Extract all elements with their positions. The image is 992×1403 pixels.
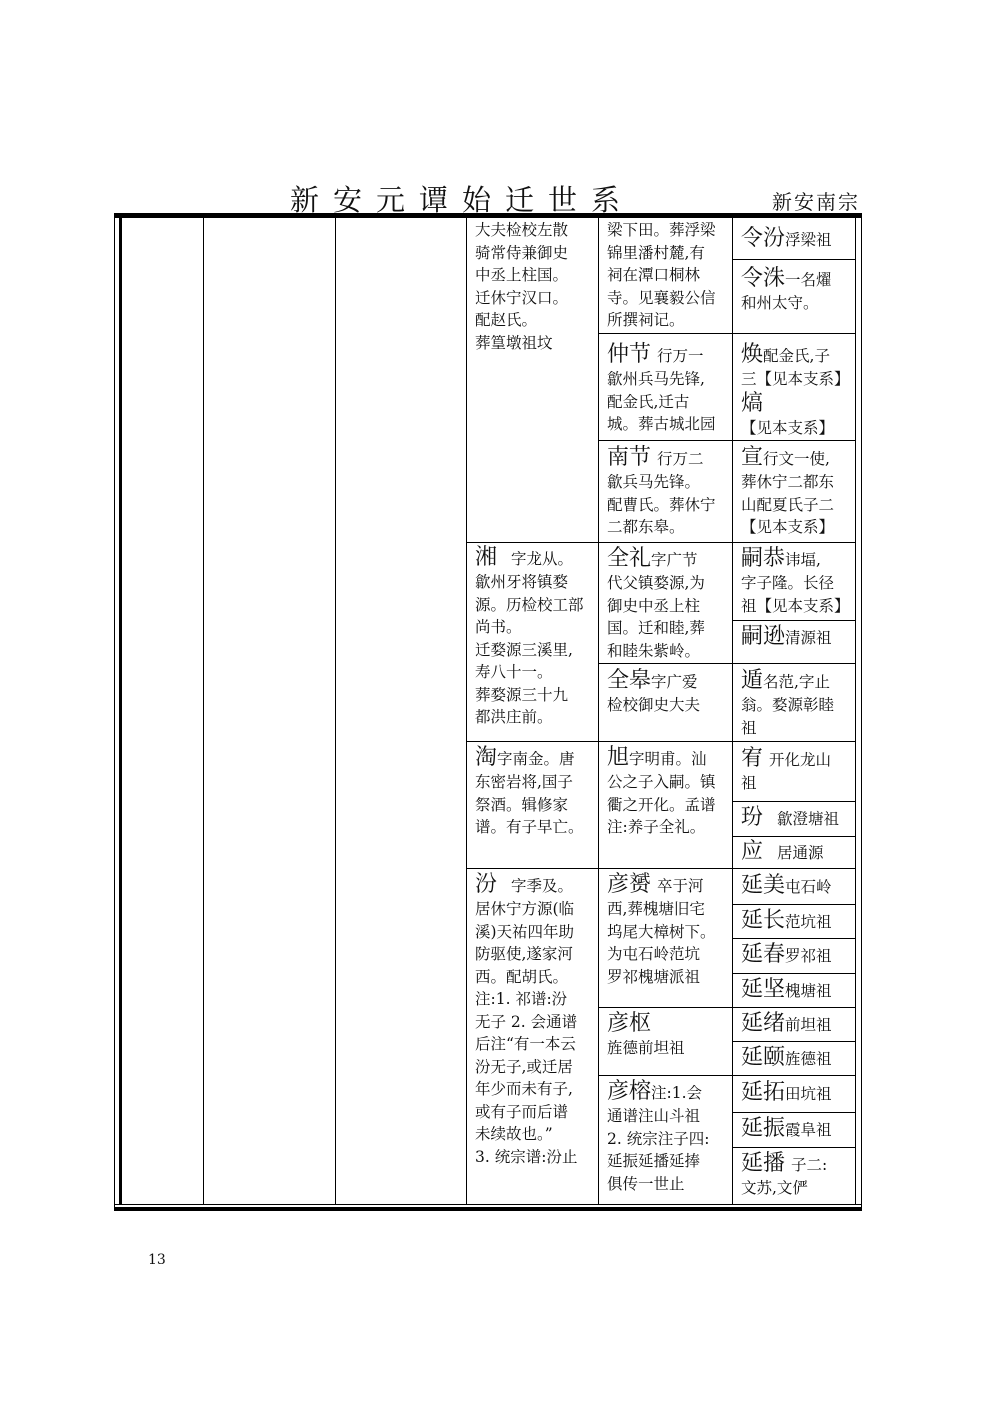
table-left-bar	[119, 218, 122, 1205]
table-bottom-line	[114, 1204, 862, 1205]
person-name: 嗣恭	[741, 546, 786, 571]
person-name: 延美	[741, 873, 786, 898]
column-divider-6	[855, 218, 856, 1205]
row-divider	[732, 836, 855, 837]
row-divider	[466, 542, 598, 543]
column-divider-2	[335, 218, 336, 1205]
column-divider-5	[732, 218, 733, 1205]
page-title: 新安元谭始迁世系	[290, 183, 635, 217]
entry-quangao: 全皋字广爱 检校御史大夫	[607, 668, 701, 714]
person-name: 熇	[741, 390, 764, 416]
column-divider-3	[466, 218, 467, 1205]
row-divider	[598, 542, 732, 543]
page-number: 13	[148, 1252, 166, 1268]
entry-fen2: 玢 歙澄塘祖	[741, 805, 840, 830]
person-name: 焕	[741, 342, 764, 367]
entry-xuan: 宣行文一使, 葬休宁二都东 山配夏氏子二 【见本支系】	[741, 445, 835, 536]
entry-col5-continued: 梁下田。葬浮梁 锦里潘村麓,有 祠在潭口桐林 寺。见襄毅公信 所撰祠记。	[607, 221, 716, 329]
entry-yanyi: 延颐旌德祖	[741, 1045, 832, 1070]
entry-lingzhu: 令洙一名燿 和州太守。	[741, 266, 832, 312]
row-divider	[732, 542, 855, 543]
row-divider	[598, 333, 732, 334]
person-name: 应	[741, 839, 764, 864]
entry-yanzhen: 延振霞阜祖	[741, 1116, 832, 1141]
row-divider	[732, 440, 855, 441]
person-name: 玢	[741, 805, 764, 830]
entry-nanjie: 南节 行万二 歙兵马先锋。 配曹氏。葬休宁 二都东皋。	[607, 445, 716, 536]
person-name: 延坚	[741, 977, 786, 1002]
entry-huan: 焕配金氏,子 三【见本支系】 熇【见本支系】	[741, 342, 850, 437]
entry-fen: 汾 字季及。 居休宁方源(临 溪)天祐四年助 防驱使,遂家河 西。配胡氏。 注:1. 祁谱:汾 无子 2. 会通谱 后注“有一本云 汾无子,或迁居 年少而未有子, 或有子而后谱 未续故也。” 3. 统宗谱:汾止	[475, 872, 578, 1166]
person-name: 令汾	[741, 226, 786, 251]
row-divider	[598, 663, 732, 664]
person-name: 延春	[741, 942, 786, 967]
entry-yanchun: 延春罗祁祖	[741, 942, 832, 967]
row-divider	[466, 868, 598, 869]
row-divider	[732, 333, 855, 334]
person-name: 延颐	[741, 1045, 786, 1070]
row-divider	[732, 1041, 855, 1042]
row-divider	[598, 440, 732, 441]
person-name: 汾	[475, 872, 498, 897]
entry-xiang: 湘 字龙从。 歙州牙将镇婺 源。历检校工部 尚书。 迁婺源三溪里, 寿八十一。 葬婺源三十九 都洪庄前。	[475, 545, 584, 726]
column-divider-4	[598, 218, 599, 1205]
entry-lingfen: 令汾浮梁祖	[741, 226, 832, 251]
row-divider	[598, 1007, 732, 1008]
person-name: 仲节	[607, 342, 652, 367]
entry-col4-continued: 大夫检校左散 骑常侍兼御史 中丞上柱国。 迁休宁汉口。 配赵氏。 葬篁墩祖坟	[475, 221, 569, 352]
person-name: 延拓	[741, 1080, 786, 1105]
page-subtitle: 新安南宗	[772, 190, 860, 214]
row-divider	[732, 904, 855, 905]
entry-yanshu: 彦枢 旌德前坦祖	[607, 1011, 685, 1057]
row-divider	[732, 1112, 855, 1113]
entry-sigong: 嗣恭讳堛, 字子隆。长径 祖【见本支系】	[741, 546, 850, 615]
row-divider	[598, 1075, 732, 1076]
entry-yanchang: 延长范坑祖	[741, 908, 832, 933]
row-divider	[732, 663, 855, 664]
person-name: 令洙	[741, 266, 786, 291]
entry-sixun: 嗣逊清源祖	[741, 624, 832, 649]
row-divider	[732, 741, 855, 742]
person-name: 淘	[475, 745, 498, 770]
entry-quanli: 全礼字广节 代父镇婺源,为 御史中丞上柱 国。迁和睦,葬 和睦朱紫岭。	[607, 546, 705, 660]
person-name: 彦枢	[607, 1011, 652, 1036]
entry-yantuo: 延拓田坑祖	[741, 1080, 832, 1105]
entry-you: 宥 开化龙山 祖	[741, 746, 832, 792]
entry-yanbo: 延播 子二: 文苏,文俨	[741, 1151, 828, 1197]
person-name: 旭	[607, 745, 630, 770]
row-divider	[732, 868, 855, 869]
person-name: 南节	[607, 445, 652, 470]
person-name: 延振	[741, 1116, 786, 1141]
row-divider	[732, 938, 855, 939]
row-divider	[466, 741, 598, 742]
person-name: 彦榕	[607, 1079, 652, 1104]
entry-yanmei: 延美屯石岭	[741, 873, 832, 898]
row-divider	[732, 259, 855, 260]
person-name: 遁	[741, 668, 764, 693]
entry-yanjian: 延坚槐塘祖	[741, 977, 832, 1002]
person-name: 宥	[741, 746, 764, 771]
person-name: 嗣逊	[741, 624, 786, 649]
column-divider-1	[203, 218, 204, 1205]
person-name: 延播	[741, 1151, 786, 1176]
entry-zhongjie: 仲节 行万一 歙州兵马先锋, 配金氏,迁古 城。葬古城北园	[607, 342, 716, 433]
entry-dun: 遁名范,字止 翁。婺源彰睦 祖	[741, 668, 835, 737]
row-divider	[732, 801, 855, 802]
entry-yanrong: 彦榕注:1.会 通谱注山斗祖 2. 统宗注子四: 延振延播延捧 俱传一世止	[607, 1079, 710, 1193]
row-divider	[598, 741, 732, 742]
row-divider	[732, 1075, 855, 1076]
entry-yanxu: 延绪前坦祖	[741, 1011, 832, 1036]
person-name: 彦赟	[607, 872, 652, 897]
row-divider	[732, 620, 855, 621]
entry-ying: 应 居通源	[741, 839, 824, 864]
entry-yanzan: 彦赟 卒于河 西,葬槐塘旧宅 坞尾大樟树下。 为屯石岭范坑 罗祁槐塘派祖	[607, 872, 716, 986]
person-name: 全皋	[607, 668, 652, 693]
person-name: 延绪	[741, 1011, 786, 1036]
person-name: 延长	[741, 908, 786, 933]
row-divider	[598, 868, 732, 869]
row-divider	[732, 1007, 855, 1008]
person-name: 湘	[475, 545, 498, 570]
entry-xu: 旭字明甫。汕 公之子入嗣。镇 衢之开化。孟谱 注:养子全礼。	[607, 745, 716, 836]
person-name: 全礼	[607, 546, 652, 571]
row-divider	[732, 1147, 855, 1148]
person-name: 宣	[741, 445, 764, 470]
row-divider	[732, 973, 855, 974]
entry-tao: 淘字南金。唐 东密岩将,国子 祭酒。辑修家 谱。有子早亡。	[475, 745, 584, 836]
